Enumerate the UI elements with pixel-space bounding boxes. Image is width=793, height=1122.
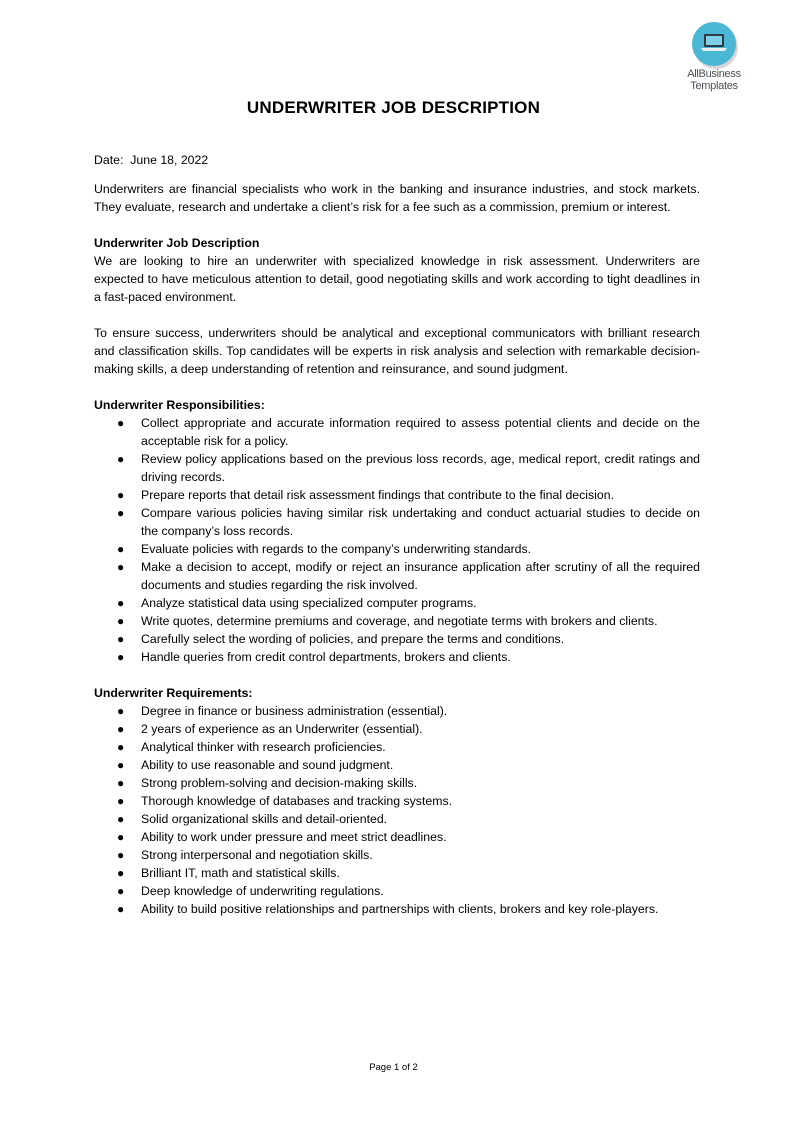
- list-item: [94, 774, 700, 792]
- bullet-icon: ●: [117, 452, 125, 466]
- job-description-heading: Underwriter Job Description: [94, 236, 260, 250]
- bullet-icon: ●: [117, 506, 125, 520]
- logo-line-1: AllBusiness: [687, 68, 741, 80]
- list-item: [94, 414, 700, 450]
- bullet-icon: ●: [117, 560, 125, 574]
- list-item: [94, 882, 700, 900]
- bullet-icon: ●: [117, 740, 125, 754]
- list-item: [94, 738, 700, 756]
- list-item: [94, 810, 700, 828]
- bullet-icon: ●: [117, 416, 125, 430]
- bullet-icon: ●: [117, 488, 125, 502]
- bullet-icon: ●: [117, 902, 125, 916]
- job-description-paragraph-2: To ensure success, underwriters should be analytical and exceptional communicators with brilliant research and classification skills. Top candidates will be experts in risk analysis and selection with remarkable decision-making skills, a deep understanding of retention and reinsurance, and sound judgment.: [94, 326, 700, 376]
- page-number: Page 1 of 2: [369, 1062, 418, 1073]
- document-body: [94, 151, 700, 918]
- bullet-icon: ●: [117, 794, 125, 808]
- list-item-text: Solid organizational skills and detail-oriented.: [141, 812, 388, 826]
- list-item: [94, 648, 700, 666]
- list-item: [94, 540, 700, 558]
- list-item-text: Ability to build positive relationships and partnerships with clients, brokers and key role-players.: [141, 902, 659, 916]
- bullet-icon: ●: [117, 866, 125, 880]
- bullet-icon: ●: [117, 812, 125, 826]
- job-description-paragraph-1: We are looking to hire an underwriter with specialized knowledge in risk assessment. Underwriters are expected to have meticulous attention to detail, good negotiating skills and work according to tight deadlines in a fast-paced environment.: [94, 254, 700, 304]
- list-item-text: Degree in finance or business administration (essential).: [141, 704, 448, 718]
- bullet-icon: ●: [117, 884, 125, 898]
- bullet-icon: ●: [117, 632, 125, 646]
- list-item: [94, 504, 700, 540]
- list-item: [94, 846, 700, 864]
- list-item: [94, 864, 700, 882]
- list-item: [94, 756, 700, 774]
- bullet-icon: ●: [117, 758, 125, 772]
- list-item-text: Strong interpersonal and negotiation skills.: [141, 848, 373, 862]
- list-item-text: Review policy applications based on the previous loss records, age, medical report, credit ratings and driving records.: [141, 452, 700, 484]
- requirements-heading: Underwriter Requirements:: [94, 686, 253, 700]
- bullet-icon: ●: [117, 722, 125, 736]
- intro-paragraph: Underwriters are financial specialists who work in the banking and insurance industries, and stock markets. They evaluate, research and undertake a client’s risk for a fee such as a commission, premium or interest.: [94, 182, 700, 214]
- list-item: [94, 900, 700, 918]
- list-item-text: Write quotes, determine premiums and coverage, and negotiate terms with brokers and clients.: [141, 614, 658, 628]
- bullet-icon: ●: [117, 596, 125, 610]
- list-item: [94, 720, 700, 738]
- list-item: [94, 702, 700, 720]
- company-logo[interactable]: [678, 22, 750, 92]
- list-item-text: Carefully select the wording of policies, and prepare the terms and conditions.: [141, 632, 565, 646]
- bullet-icon: ●: [117, 614, 125, 628]
- list-item-text: Compare various policies having similar risk undertaking and conduct actuarial studies to decide on the company’s loss records.: [141, 506, 700, 538]
- list-item-text: Deep knowledge of underwriting regulations.: [141, 884, 384, 898]
- list-item: [94, 486, 700, 504]
- list-item: [94, 558, 700, 594]
- list-item-text: Prepare reports that detail risk assessment findings that contribute to the final decision.: [141, 488, 614, 502]
- laptop-icon: [692, 22, 736, 66]
- list-item-text: Brilliant IT, math and statistical skills.: [141, 866, 340, 880]
- responsibilities-heading: Underwriter Responsibilities:: [94, 398, 265, 412]
- list-item-text: Ability to work under pressure and meet strict deadlines.: [141, 830, 447, 844]
- requirements-list: [94, 702, 700, 918]
- list-item: [94, 792, 700, 810]
- list-item-text: Evaluate policies with regards to the company’s underwriting standards.: [141, 542, 532, 556]
- list-item: [94, 612, 700, 630]
- logo-line-2: Templates: [690, 80, 738, 92]
- list-item-text: Analytical thinker with research proficiencies.: [141, 740, 386, 754]
- document-title: UNDERWRITER JOB DESCRIPTION: [246, 98, 541, 117]
- bullet-icon: ●: [117, 830, 125, 844]
- date-line: [94, 151, 700, 169]
- bullet-icon: ●: [117, 848, 125, 862]
- logo-wordmark: [678, 68, 750, 92]
- list-item: [94, 594, 700, 612]
- list-item-text: Make a decision to accept, modify or reject an insurance application after scrutiny of all the required documents and studies regarding the risk involved.: [141, 560, 700, 592]
- bullet-icon: ●: [117, 650, 125, 664]
- list-item-text: Handle queries from credit control departments, brokers and clients.: [141, 650, 511, 664]
- list-item-text: Collect appropriate and accurate information required to assess potential clients and decide on the acceptable risk for a policy.: [141, 416, 700, 448]
- list-item-text: Ability to use reasonable and sound judgment.: [141, 758, 394, 772]
- bullet-icon: ●: [117, 704, 125, 718]
- bullet-icon: ●: [117, 542, 125, 556]
- list-item: [94, 630, 700, 648]
- list-item-text: Analyze statistical data using specialized computer programs.: [141, 596, 477, 610]
- date-value: June 18, 2022: [130, 153, 209, 167]
- list-item-text: Thorough knowledge of databases and tracking systems.: [141, 794, 453, 808]
- date-label: Date:: [94, 153, 124, 167]
- bullet-icon: ●: [117, 776, 125, 790]
- list-item: [94, 450, 700, 486]
- list-item: [94, 828, 700, 846]
- list-item-text: 2 years of experience as an Underwriter (essential).: [141, 722, 423, 736]
- responsibilities-list: [94, 414, 700, 666]
- list-item-text: Strong problem-solving and decision-making skills.: [141, 776, 418, 790]
